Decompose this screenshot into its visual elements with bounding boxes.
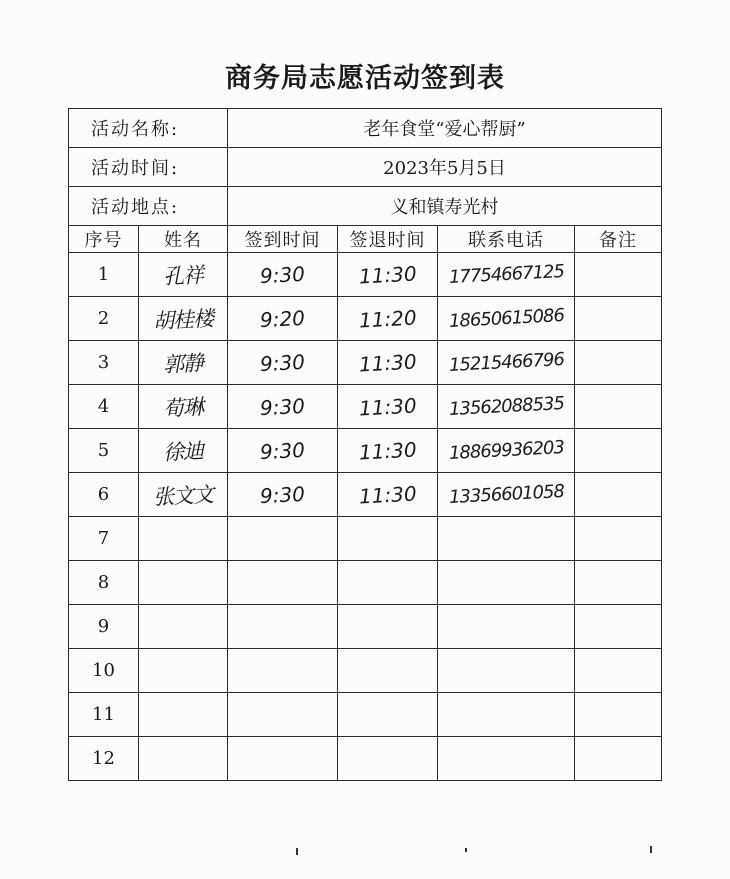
activity-place-value: 义和镇寿光村 [228, 187, 662, 226]
cell-sign-in-time [228, 429, 338, 473]
cell-sign-in-time [228, 561, 338, 605]
cell-sign-out-time [338, 385, 438, 429]
cell-sign-in-time [228, 517, 338, 561]
cell-sign-out-time [338, 297, 438, 341]
cell-note [575, 297, 662, 341]
table-row [69, 737, 662, 781]
cell-note [575, 341, 662, 385]
cell-phone [438, 253, 575, 297]
cell-seq: 6 [69, 473, 139, 517]
scan-mark [296, 848, 298, 855]
cell-seq: 5 [69, 429, 139, 473]
cell-seq: 1 [69, 253, 139, 297]
handwritten-sign-in-time: 9:30 [259, 349, 306, 376]
cell-seq: 10 [69, 649, 139, 693]
table-row [69, 473, 662, 517]
table-row [69, 517, 662, 561]
handwritten-sign-out-time: 11:30 [358, 349, 417, 376]
header-sign-in-time: 签到时间 [228, 226, 338, 253]
cell-sign-out-time [338, 737, 438, 781]
handwritten-name: 荀琳 [162, 394, 204, 421]
cell-phone [438, 561, 575, 605]
table-body [69, 109, 662, 781]
cell-sign-out-time [338, 649, 438, 693]
cell-phone [438, 605, 575, 649]
handwritten-name: 徐迪 [162, 438, 204, 465]
cell-sign-in-time [228, 605, 338, 649]
table-row [69, 297, 662, 341]
cell-phone [438, 341, 575, 385]
header-sign-out-time: 签退时间 [338, 226, 438, 253]
cell-phone [438, 693, 575, 737]
handwritten-sign-in-time: 9:20 [259, 305, 306, 332]
handwritten-name: 张文文 [152, 481, 214, 510]
cell-name [139, 737, 228, 781]
table-row [69, 429, 662, 473]
cell-name [139, 253, 228, 297]
cell-sign-in-time [228, 385, 338, 429]
table-row [69, 693, 662, 737]
cell-name [139, 605, 228, 649]
activity-name-label: 活动名称: [69, 109, 228, 148]
handwritten-phone: 18869936203 [448, 437, 564, 464]
handwritten-sign-in-time: 9:30 [259, 481, 306, 508]
cell-sign-out-time [338, 473, 438, 517]
cell-phone [438, 517, 575, 561]
handwritten-phone: 13562088535 [448, 393, 564, 420]
cell-phone [438, 649, 575, 693]
cell-seq: 2 [69, 297, 139, 341]
cell-seq: 8 [69, 561, 139, 605]
cell-name [139, 693, 228, 737]
header-note: 备注 [575, 226, 662, 253]
cell-note [575, 473, 662, 517]
table-row [69, 561, 662, 605]
cell-seq: 3 [69, 341, 139, 385]
table-row [69, 341, 662, 385]
cell-phone [438, 385, 575, 429]
handwritten-sign-in-time: 9:30 [259, 393, 306, 420]
cell-name [139, 517, 228, 561]
cell-note [575, 737, 662, 781]
header-name: 姓名 [139, 226, 228, 253]
cell-sign-in-time [228, 341, 338, 385]
header-seq: 序号 [69, 226, 139, 253]
activity-place-label: 活动地点: [69, 187, 228, 226]
cell-sign-out-time [338, 517, 438, 561]
cell-note [575, 253, 662, 297]
cell-seq: 7 [69, 517, 139, 561]
cell-sign-out-time [338, 429, 438, 473]
cell-name [139, 473, 228, 517]
activity-time-value: 2023年5月5日 [228, 148, 662, 187]
cell-sign-in-time [228, 649, 338, 693]
table-row [69, 649, 662, 693]
cell-name [139, 429, 228, 473]
cell-note [575, 693, 662, 737]
cell-note [575, 561, 662, 605]
scan-mark [465, 848, 467, 852]
sign-in-table [68, 108, 662, 781]
table-row [69, 253, 662, 297]
handwritten-phone: 18650615086 [448, 305, 564, 332]
table-row [69, 385, 662, 429]
handwritten-sign-in-time: 9:30 [259, 437, 306, 464]
cell-note [575, 649, 662, 693]
header-phone: 联系电话 [438, 226, 575, 253]
cell-sign-out-time [338, 253, 438, 297]
handwritten-name: 胡桂楼 [152, 305, 214, 334]
cell-seq: 9 [69, 605, 139, 649]
handwritten-sign-out-time: 11:30 [358, 393, 417, 420]
handwritten-sign-in-time: 9:30 [259, 261, 306, 288]
cell-sign-in-time [228, 693, 338, 737]
activity-place-row [69, 187, 662, 226]
handwritten-sign-out-time: 11:20 [358, 305, 417, 332]
scan-mark [650, 846, 652, 853]
cell-seq: 11 [69, 693, 139, 737]
handwritten-phone: 13356601058 [448, 481, 564, 508]
cell-note [575, 517, 662, 561]
cell-sign-in-time [228, 253, 338, 297]
cell-note [575, 429, 662, 473]
handwritten-sign-out-time: 11:30 [358, 437, 417, 464]
cell-phone [438, 737, 575, 781]
cell-sign-in-time [228, 737, 338, 781]
handwritten-name: 郭静 [162, 350, 204, 377]
handwritten-phone: 17754667125 [448, 261, 564, 288]
cell-note [575, 385, 662, 429]
cell-name [139, 649, 228, 693]
cell-phone [438, 297, 575, 341]
activity-time-row [69, 148, 662, 187]
activity-name-row [69, 109, 662, 148]
cell-sign-in-time [228, 473, 338, 517]
cell-name [139, 297, 228, 341]
cell-sign-in-time [228, 297, 338, 341]
table-row [69, 605, 662, 649]
cell-note [575, 605, 662, 649]
handwritten-sign-out-time: 11:30 [358, 481, 417, 508]
cell-name [139, 561, 228, 605]
cell-sign-out-time [338, 561, 438, 605]
handwritten-name: 孔祥 [162, 262, 204, 289]
cell-seq: 12 [69, 737, 139, 781]
cell-sign-out-time [338, 605, 438, 649]
page-title: 商务局志愿活动签到表 [225, 63, 505, 94]
cell-name [139, 341, 228, 385]
activity-time-label: 活动时间: [69, 148, 228, 187]
cell-sign-out-time [338, 341, 438, 385]
cell-name [139, 385, 228, 429]
handwritten-phone: 15215466796 [448, 349, 564, 376]
cell-seq: 4 [69, 385, 139, 429]
cell-sign-out-time [338, 693, 438, 737]
handwritten-sign-out-time: 11:30 [358, 261, 417, 288]
activity-name-value: 老年食堂“爱心帮厨” [228, 109, 662, 148]
table-header-row [69, 226, 662, 253]
cell-phone [438, 429, 575, 473]
cell-phone [438, 473, 575, 517]
